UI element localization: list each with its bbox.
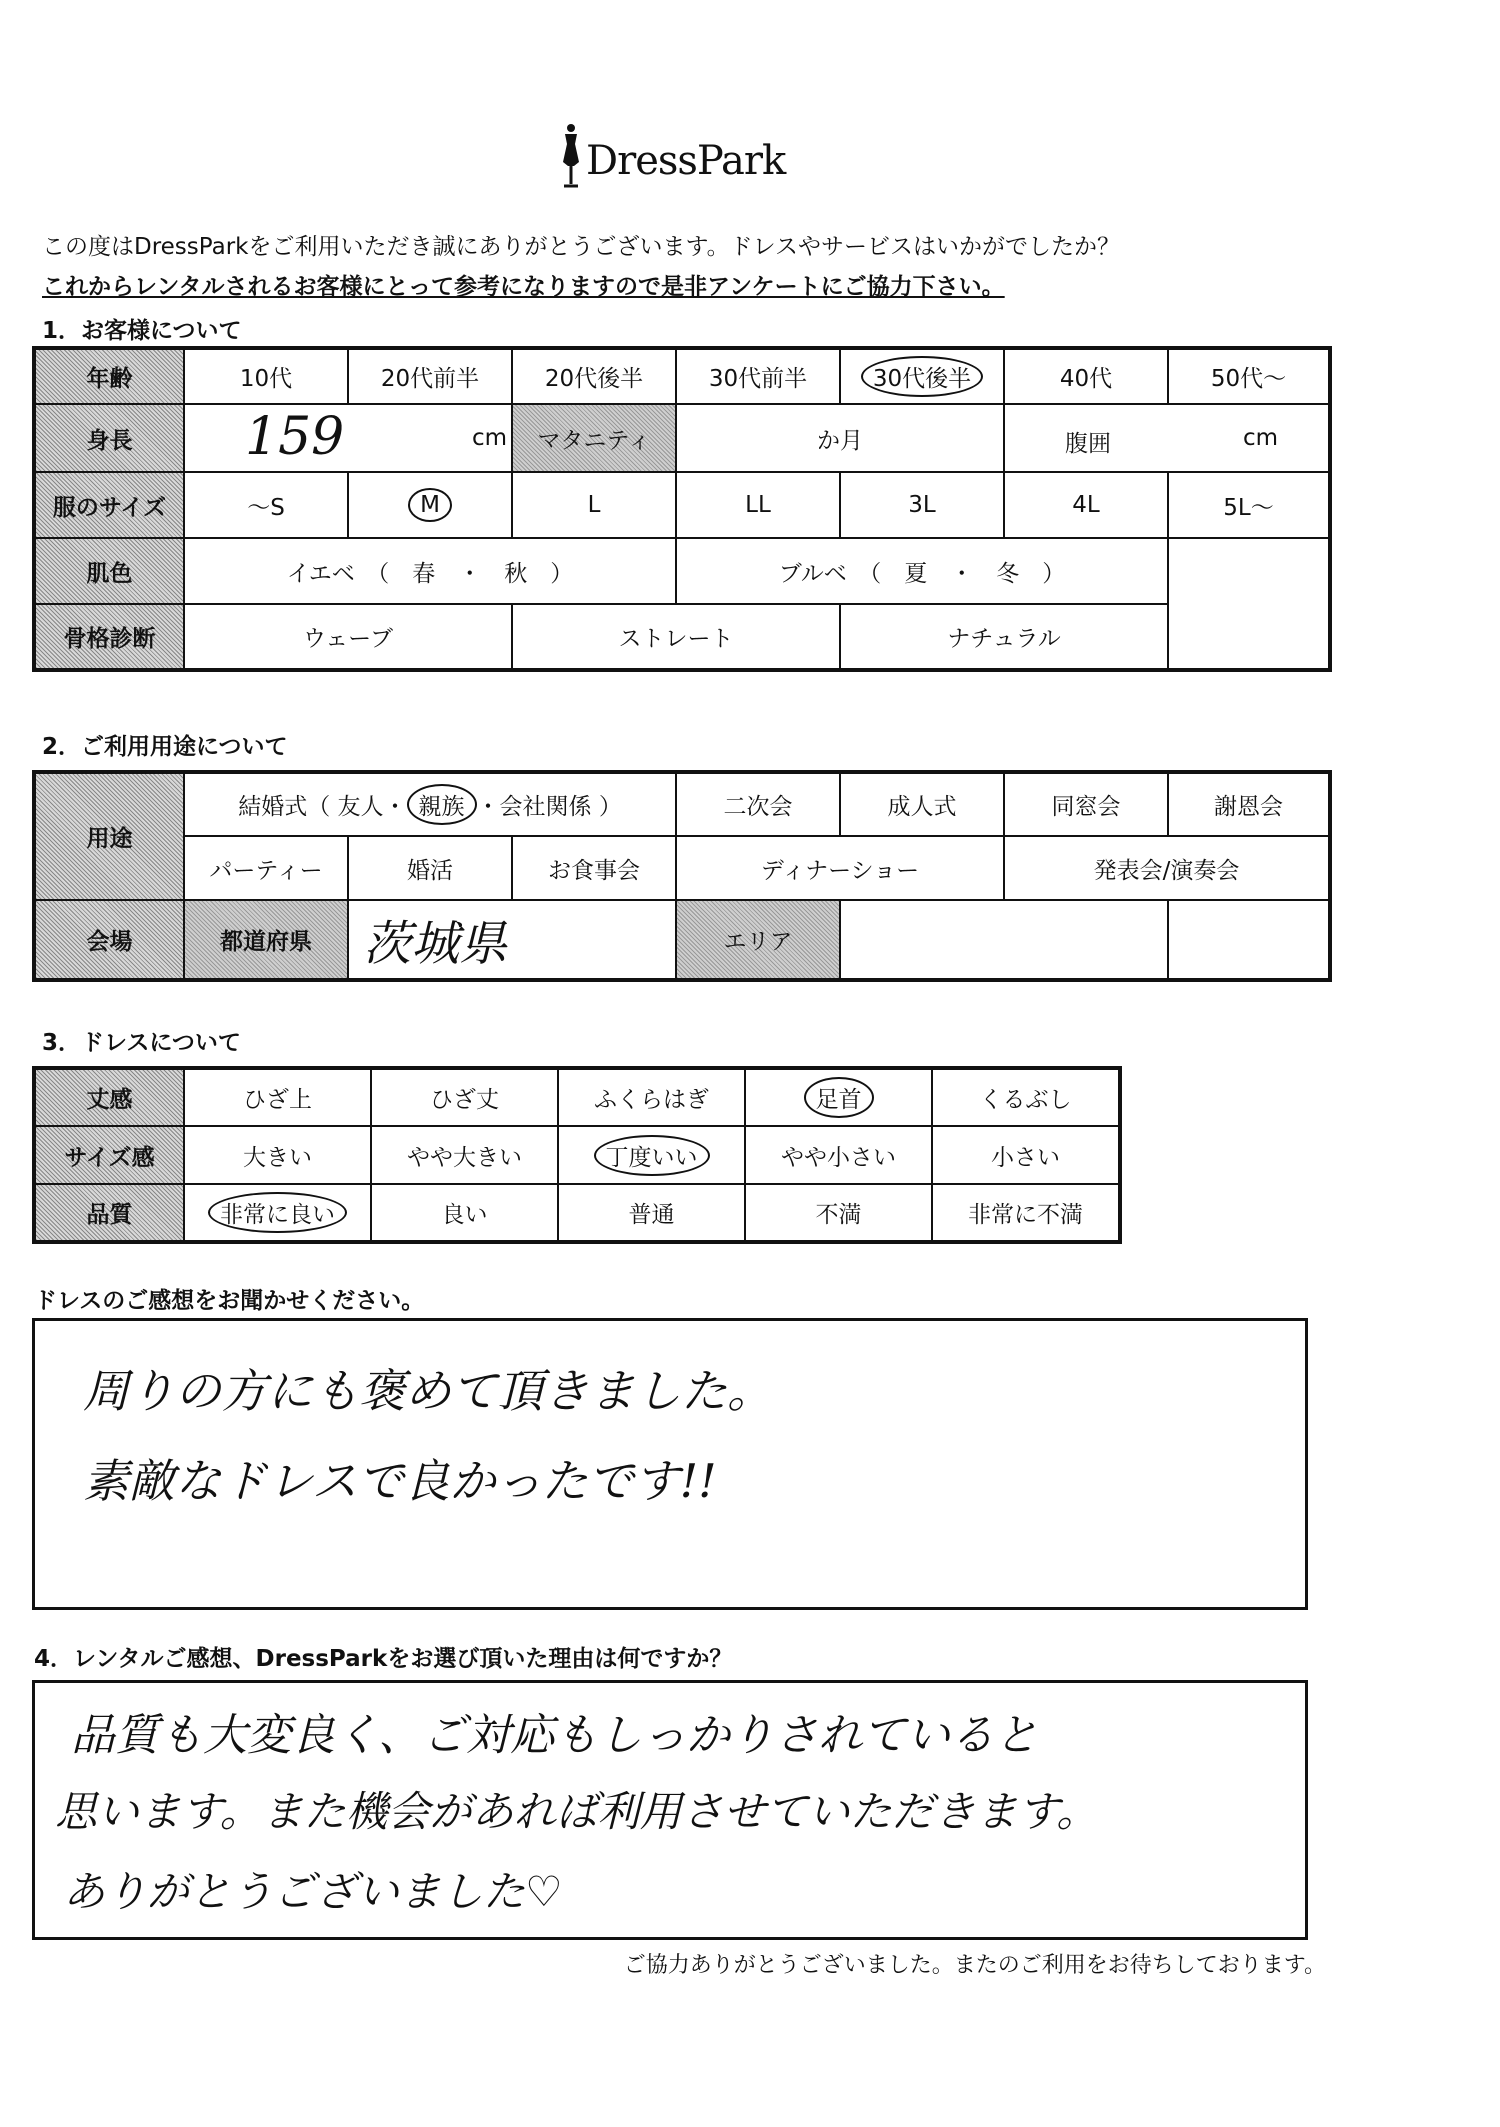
age-option-selected[interactable]	[840, 348, 1004, 404]
fit-option[interactable]: 小さい	[932, 1126, 1120, 1184]
fit-option[interactable]: 大きい	[184, 1126, 371, 1184]
fit-option-selected[interactable]	[558, 1126, 745, 1184]
purpose-option[interactable]: 婚活	[348, 836, 512, 900]
size-option[interactable]: L	[512, 472, 676, 538]
purpose-option[interactable]: 同窓会	[1004, 772, 1168, 836]
age-option[interactable]: 40代	[1004, 348, 1168, 404]
length-option[interactable]: くるぶし	[932, 1068, 1120, 1126]
size-option[interactable]: LL	[676, 472, 840, 538]
area-field[interactable]	[840, 900, 1168, 980]
quality-option[interactable]: 良い	[371, 1184, 558, 1242]
body-type-option[interactable]: ストレート	[512, 604, 840, 670]
size-option-selected[interactable]	[348, 472, 512, 538]
customer-table	[32, 346, 1332, 672]
quality-option[interactable]: 非常に不満	[932, 1184, 1120, 1242]
waist-unit: cm	[1242, 425, 1278, 451]
selection-circle: 30代後半	[861, 356, 983, 397]
waist-label: 腹囲	[1065, 431, 1111, 457]
dress-comment-line: 素敵なドレスで良かったです!!	[83, 1454, 717, 1508]
brand-logo	[556, 122, 796, 192]
body-type-option[interactable]: ウェーブ	[184, 604, 512, 670]
dress-comment-box[interactable]	[32, 1318, 1308, 1610]
purpose-option[interactable]: 成人式	[840, 772, 1004, 836]
purpose-option[interactable]: パーティー	[184, 836, 348, 900]
body-type-label: 骨格診断	[34, 604, 184, 670]
height-unit: cm	[471, 425, 507, 451]
rental-comment-box[interactable]	[32, 1680, 1308, 1940]
fit-option[interactable]: やや大きい	[371, 1126, 558, 1184]
height-field[interactable]	[184, 404, 512, 472]
intro-text: この度はDressParkをご利用いただき誠にありがとうございます。ドレスやサービスはいかがでしたか？	[42, 234, 1120, 260]
months-field[interactable]	[676, 404, 1004, 472]
size-option[interactable]: ～S	[184, 472, 348, 538]
empty-cell	[1168, 900, 1330, 980]
height-value: 159	[245, 407, 345, 467]
age-label: 年齢	[34, 348, 184, 404]
brand-name: DressPark	[586, 138, 786, 184]
purpose-option[interactable]: 発表会/演奏会	[1004, 836, 1330, 900]
body-type-option[interactable]: ナチュラル	[840, 604, 1168, 670]
fit-label: サイズ感	[34, 1126, 184, 1184]
waist-field[interactable]	[1004, 404, 1330, 472]
prefecture-label: 都道府県	[184, 900, 348, 980]
size-option[interactable]: 5L～	[1168, 472, 1330, 538]
age-option[interactable]: 20代前半	[348, 348, 512, 404]
dress-comment-line: 周りの方にも褒めて頂きました。	[83, 1364, 773, 1418]
skin-yellow-option[interactable]: イエベ （ 春 ・ 秋 ）	[184, 538, 676, 604]
age-option[interactable]: 10代	[184, 348, 348, 404]
fit-option[interactable]: やや小さい	[745, 1126, 932, 1184]
height-label: 身長	[34, 404, 184, 472]
section2-title: 2．ご利用用途について	[42, 734, 288, 760]
size-option[interactable]: 3L	[840, 472, 1004, 538]
quality-option[interactable]: 不満	[745, 1184, 932, 1242]
size-label: 服のサイズ	[34, 472, 184, 538]
section4-title: 4．レンタルご感想、DressParkをお選び頂いた理由は何ですか？	[34, 1646, 733, 1672]
dress-form-icon	[556, 122, 586, 192]
purpose-option[interactable]: ディナーショー	[676, 836, 1004, 900]
empty-cell	[1168, 604, 1330, 670]
length-option[interactable]: ひざ丈	[371, 1068, 558, 1126]
wedding-prefix: 結婚式（ 友人・	[238, 794, 407, 820]
length-label: 丈感	[34, 1068, 184, 1126]
selection-circle: M	[408, 488, 452, 522]
venue-label: 会場	[34, 900, 184, 980]
age-option[interactable]: 20代後半	[512, 348, 676, 404]
quality-label: 品質	[34, 1184, 184, 1242]
rental-comment-line: 思います。また機会があれば利用させていただきます。	[55, 1787, 1099, 1836]
months-label: か月	[817, 427, 863, 454]
age-option[interactable]: 50代～	[1168, 348, 1330, 404]
rental-comment-line: 品質も大変良く、ご対応もしっかりされていると	[71, 1710, 1039, 1761]
age-option[interactable]: 30代前半	[676, 348, 840, 404]
skin-blue-option[interactable]: ブルベ （ 夏 ・ 冬 ）	[676, 538, 1168, 604]
purpose-option[interactable]: 二次会	[676, 772, 840, 836]
skin-label: 肌色	[34, 538, 184, 604]
selection-circle: 非常に良い	[208, 1192, 347, 1233]
length-option[interactable]: ふくらはぎ	[558, 1068, 745, 1126]
selection-circle: 親族	[407, 784, 477, 825]
section1-title: 1．お客様について	[42, 318, 242, 344]
area-label: エリア	[676, 900, 840, 980]
section3-title: 3．ドレスについて	[42, 1030, 241, 1056]
footer-thanks: ご協力ありがとうございました。またのご利用をお待ちしております。	[623, 1953, 1326, 1978]
prefecture-value: 茨城県	[363, 916, 508, 972]
purpose-option[interactable]: 謝恩会	[1168, 772, 1330, 836]
quality-option-selected[interactable]	[184, 1184, 371, 1242]
purpose-label: 用途	[34, 772, 184, 900]
purpose-table	[32, 770, 1332, 982]
length-option-selected[interactable]	[745, 1068, 932, 1126]
maternity-label: マタニティ	[512, 404, 676, 472]
size-option[interactable]: 4L	[1004, 472, 1168, 538]
empty-cell	[1168, 538, 1330, 604]
dress-comment-prompt: ドレスのご感想をお聞かせください。	[34, 1288, 425, 1314]
quality-option[interactable]: 普通	[558, 1184, 745, 1242]
length-option[interactable]: ひざ上	[184, 1068, 371, 1126]
prefecture-field[interactable]	[348, 900, 676, 980]
wedding-suffix: ・会社関係 ）	[476, 794, 622, 820]
rental-comment-line: ありがとうございました♡	[63, 1867, 563, 1916]
wedding-option[interactable]	[184, 772, 676, 836]
intro-request: これからレンタルされるお客様にとって参考になりますので是非アンケートにご協力下さい。	[42, 274, 1005, 300]
selection-circle: 足首	[804, 1077, 874, 1118]
purpose-option[interactable]: お食事会	[512, 836, 676, 900]
selection-circle: 丁度いい	[594, 1135, 710, 1176]
dress-table	[32, 1066, 1122, 1244]
